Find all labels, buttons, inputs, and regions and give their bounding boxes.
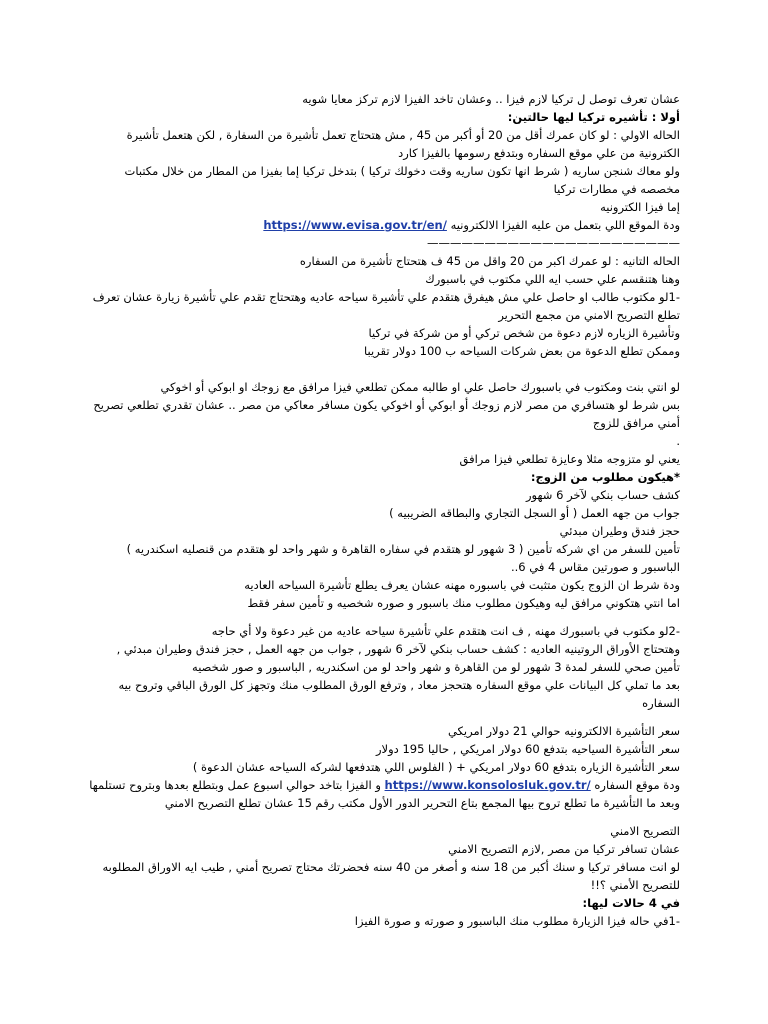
separator-line: ——————————————————————: [427, 236, 680, 250]
spacer: [88, 712, 680, 722]
evisa-link[interactable]: https://www.evisa.gov.tr/en/: [263, 218, 447, 232]
appointment-text: بعد ما تملي كل البيانات علي موقع السفاره هتحجز معاد , وترفع الورق المطلوب منك وتجهز كل الورق الباقي وتروح بيه السفاره: [118, 678, 680, 710]
booking-item: حجز فندق وطيران مبدئي: [559, 524, 680, 538]
wife-requirements-text: اما انتي هتكوني مرافق ليه وهيكون مطلوب منك باسبور و صوره شخصيه و تأمين سفر فقط: [247, 596, 680, 610]
schengen-text: ولو معاك شنجن ساريه ( شرط انها تكون ساريه وقت دخولك تركيا ) بتدخل تركيا إما بفيزا من المطار من خلال مكتبات مخصصه في مطارات تركيا: [124, 164, 680, 196]
invitation-cost-text: وممكن تطلع الدعوة من بعض شركات السياحه ب 100 دولار تقريبا: [364, 344, 680, 358]
profession-case-text: -2لو مكتوب في باسبورك مهنه , ف انت هتقدم علي تأشيرة سياحه عاديه من غير دعوة ولا أي حاجه: [211, 624, 680, 638]
case-one-text: الحاله الاولي : لو كان عمرك أقل من 20 أو أكبر من 45 , مش هتحتاج تعمل تأشيرة من السفارة , لكن هتعمل تأشيرة الكترونية من علي موقع السفاره وبتدفع رسومها بالفيزا كارد: [126, 128, 680, 160]
visa-duration-text: و الفيزا بتاخد حوالي اسبوع عمل وبتطلع بعدها وبتروح تستلمها: [89, 778, 381, 792]
security-permit-required-text: عشان تسافر تركيا من مصر ,لازم التصريح الامني: [448, 842, 680, 856]
passport-photos-item: الباسبور و صورتين مقاس 4 في 6..: [510, 560, 680, 574]
spacer: [88, 360, 680, 378]
konsolosluk-link[interactable]: https://www.konsolosluk.gov.tr/: [384, 778, 591, 792]
evisa-site-line: [88, 216, 680, 234]
security-permit-office-text: وبعد ما التأشيرة ما تطلع تروح بيها المجمع بتاع التحرير الدور الأول مكتب رقم 15 عشان تطلع التصريح الامني: [164, 796, 680, 810]
visit-visa-case-text: -1في حاله فيزا الزيارة مطلوب منك الباسبور و صورته و صورة الفيزا: [354, 914, 680, 928]
passport-split-text: وهنا هتنقسم علي حسب ايه اللي مكتوب في باسبورك: [425, 272, 680, 286]
evisa-price-text: سعر التأشيرة الالكترونيه حوالي 21 دولار امريكي: [447, 724, 680, 738]
embassy-site-line: [88, 776, 680, 794]
age-condition-text: لو انت مسافر تركيا و سنك أكبر من 18 سنه و أصغر من 40 سنه فحضرتك محتاج تصريح أمني , طيب ايه الاوراق المطلوبه للتصريح الأمني ؟!!: [102, 860, 680, 892]
dot-line: .: [676, 434, 680, 448]
routine-papers-text: وهتحتاج الأوراق الروتينيه العاديه : كشف حساب بنكي لآخر 6 شهور , جواب من جهه العمل , حجز فندق وطيران مبدئي , تأمين صحي للسفر لمدة 3 شهور لو من القاهرة و شهر واحد لو من اسكندريه , الباسبور و صور شخصيه: [116, 642, 680, 674]
profession-condition-text: ودة شرط ان الزوج يكون متثبت في باسبوره مهنه عشان يعرف يطلع تأشيرة السياحه العاديه: [244, 578, 680, 592]
visit-visa-text: وتأشيرة الزياره لازم دعوة من شخص تركي أو من شركة في تركيا: [368, 326, 680, 340]
employer-letter-item: جواب من جهه العمل ( أو السجل التجاري والبطاقه الضريبيه ): [389, 506, 680, 520]
insurance-item: تأمين للسفر من اي شركه تأمين ( 3 شهور لو هتقدم في سفاره القاهرة و شهر واحد لو هتقدم من قنصليه اسكندريه ): [126, 542, 680, 556]
spacer: [88, 612, 680, 622]
bank-statement-item: كشف حساب بنكي لآخر 6 شهور: [526, 488, 680, 502]
embassy-site-label: ودة موقع السفاره: [594, 778, 680, 792]
tourist-visa-price-text: سعر التأشيرة السياحيه بتدفع 60 دولار امريكي , حاليا 195 دولار: [375, 742, 680, 756]
evisa-site-label: ودة الموقع اللي بتعمل من عليه الفيزا الالكترونيه: [450, 218, 680, 232]
security-permit-heading: التصريح الامني: [610, 824, 680, 838]
document-page: [88, 90, 680, 930]
companion-visa-text: لو انتي بنت ومكتوب في باسبورك حاصل علي او طالبه ممكن تطلعي فيزا مرافق مع زوجك او ابوكي أو اخوكي: [160, 380, 680, 394]
intro-line: عشان تعرف توصل ل تركيا لازم فيزا .. وعشان تاخد الفيزا لازم تركز معايا شويه: [302, 92, 680, 106]
evisa-text: إما فيزا الكترونيه: [600, 200, 680, 214]
spacer: [88, 812, 680, 822]
married-example-text: يعني لو متزوجه مثلا وعايزة تطلعي فيزا مرافق: [459, 452, 680, 466]
student-case-text: -1لو مكتوب طالب او حاصل علي مش هيفرق هتقدم علي تأشيرة سياحه عاديه وهتحتاج تقدم علي تأشيرة زيارة عشان تعرف تطلع التصريح الامني من مجمع التحرير: [92, 290, 680, 322]
husband-requirements-heading: *هيكون مطلوب من الزوج:: [530, 470, 680, 484]
case-two-text: الحاله التانيه : لو عمرك اكبر من 20 واقل من 45 ف هتحتاج تأشيرة من السفاره: [299, 254, 680, 268]
four-cases-heading: في 4 حالات ليها:: [582, 896, 680, 910]
visa-cases-heading: أولا : تأشيره تركيا ليها حالتين:: [507, 110, 680, 124]
visit-visa-price-text: سعر التأشيرة الزياره بتدفع 60 دولار امريكي + ( الفلوس اللي هتدفعها لشركه السياحه عشان الدعوة ): [192, 760, 680, 774]
companion-condition-text: بس شرط لو هتسافري من مصر لازم زوجك أو ابوكي أو اخوكي يكون مسافر معاكي من مصر .. عشان تقدري تطلعي تصريح أمني مرافق للزوج: [93, 398, 680, 430]
